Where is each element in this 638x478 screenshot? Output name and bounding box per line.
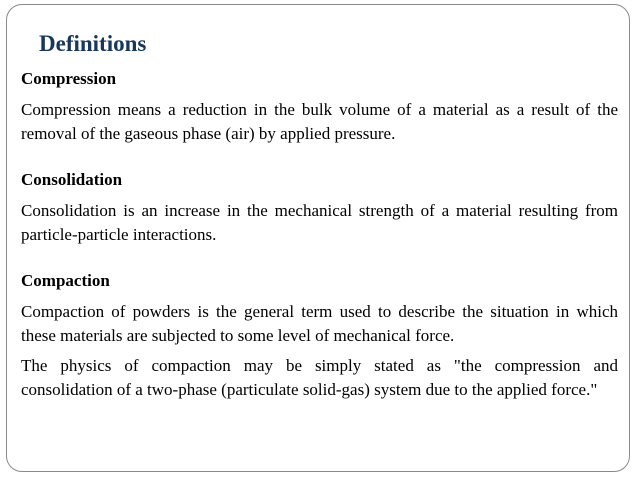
compaction-physics-text: The physics of compaction may be simply stated as "the compression and consolidation of a two-phase (particulate solid-gas) system due to the applied force.": [21, 356, 618, 399]
term-consolidation: Consolidation: [21, 170, 123, 189]
definition-compaction: [21, 269, 618, 402]
definition-consolidation-text: Consolidation is an increase in the mechanical strength of a material resulting from particle-particle interactions.: [21, 201, 618, 244]
slide-title: Definitions: [39, 31, 147, 56]
definition-compaction-text: Compaction of powders is the general term used to describe the situation in which these materials are subjected to some level of mechanical force.: [21, 302, 618, 345]
definitions-list: [21, 67, 618, 402]
definition-consolidation: [21, 168, 618, 247]
slide-frame: [6, 4, 630, 472]
definition-compression: [21, 67, 618, 146]
term-compaction: Compaction: [21, 271, 110, 290]
term-compression: Compression: [21, 69, 117, 88]
definition-compression-text: Compression means a reduction in the bulk volume of a material as a result of the removal of the gaseous phase (air) by applied pressure.: [21, 100, 618, 143]
